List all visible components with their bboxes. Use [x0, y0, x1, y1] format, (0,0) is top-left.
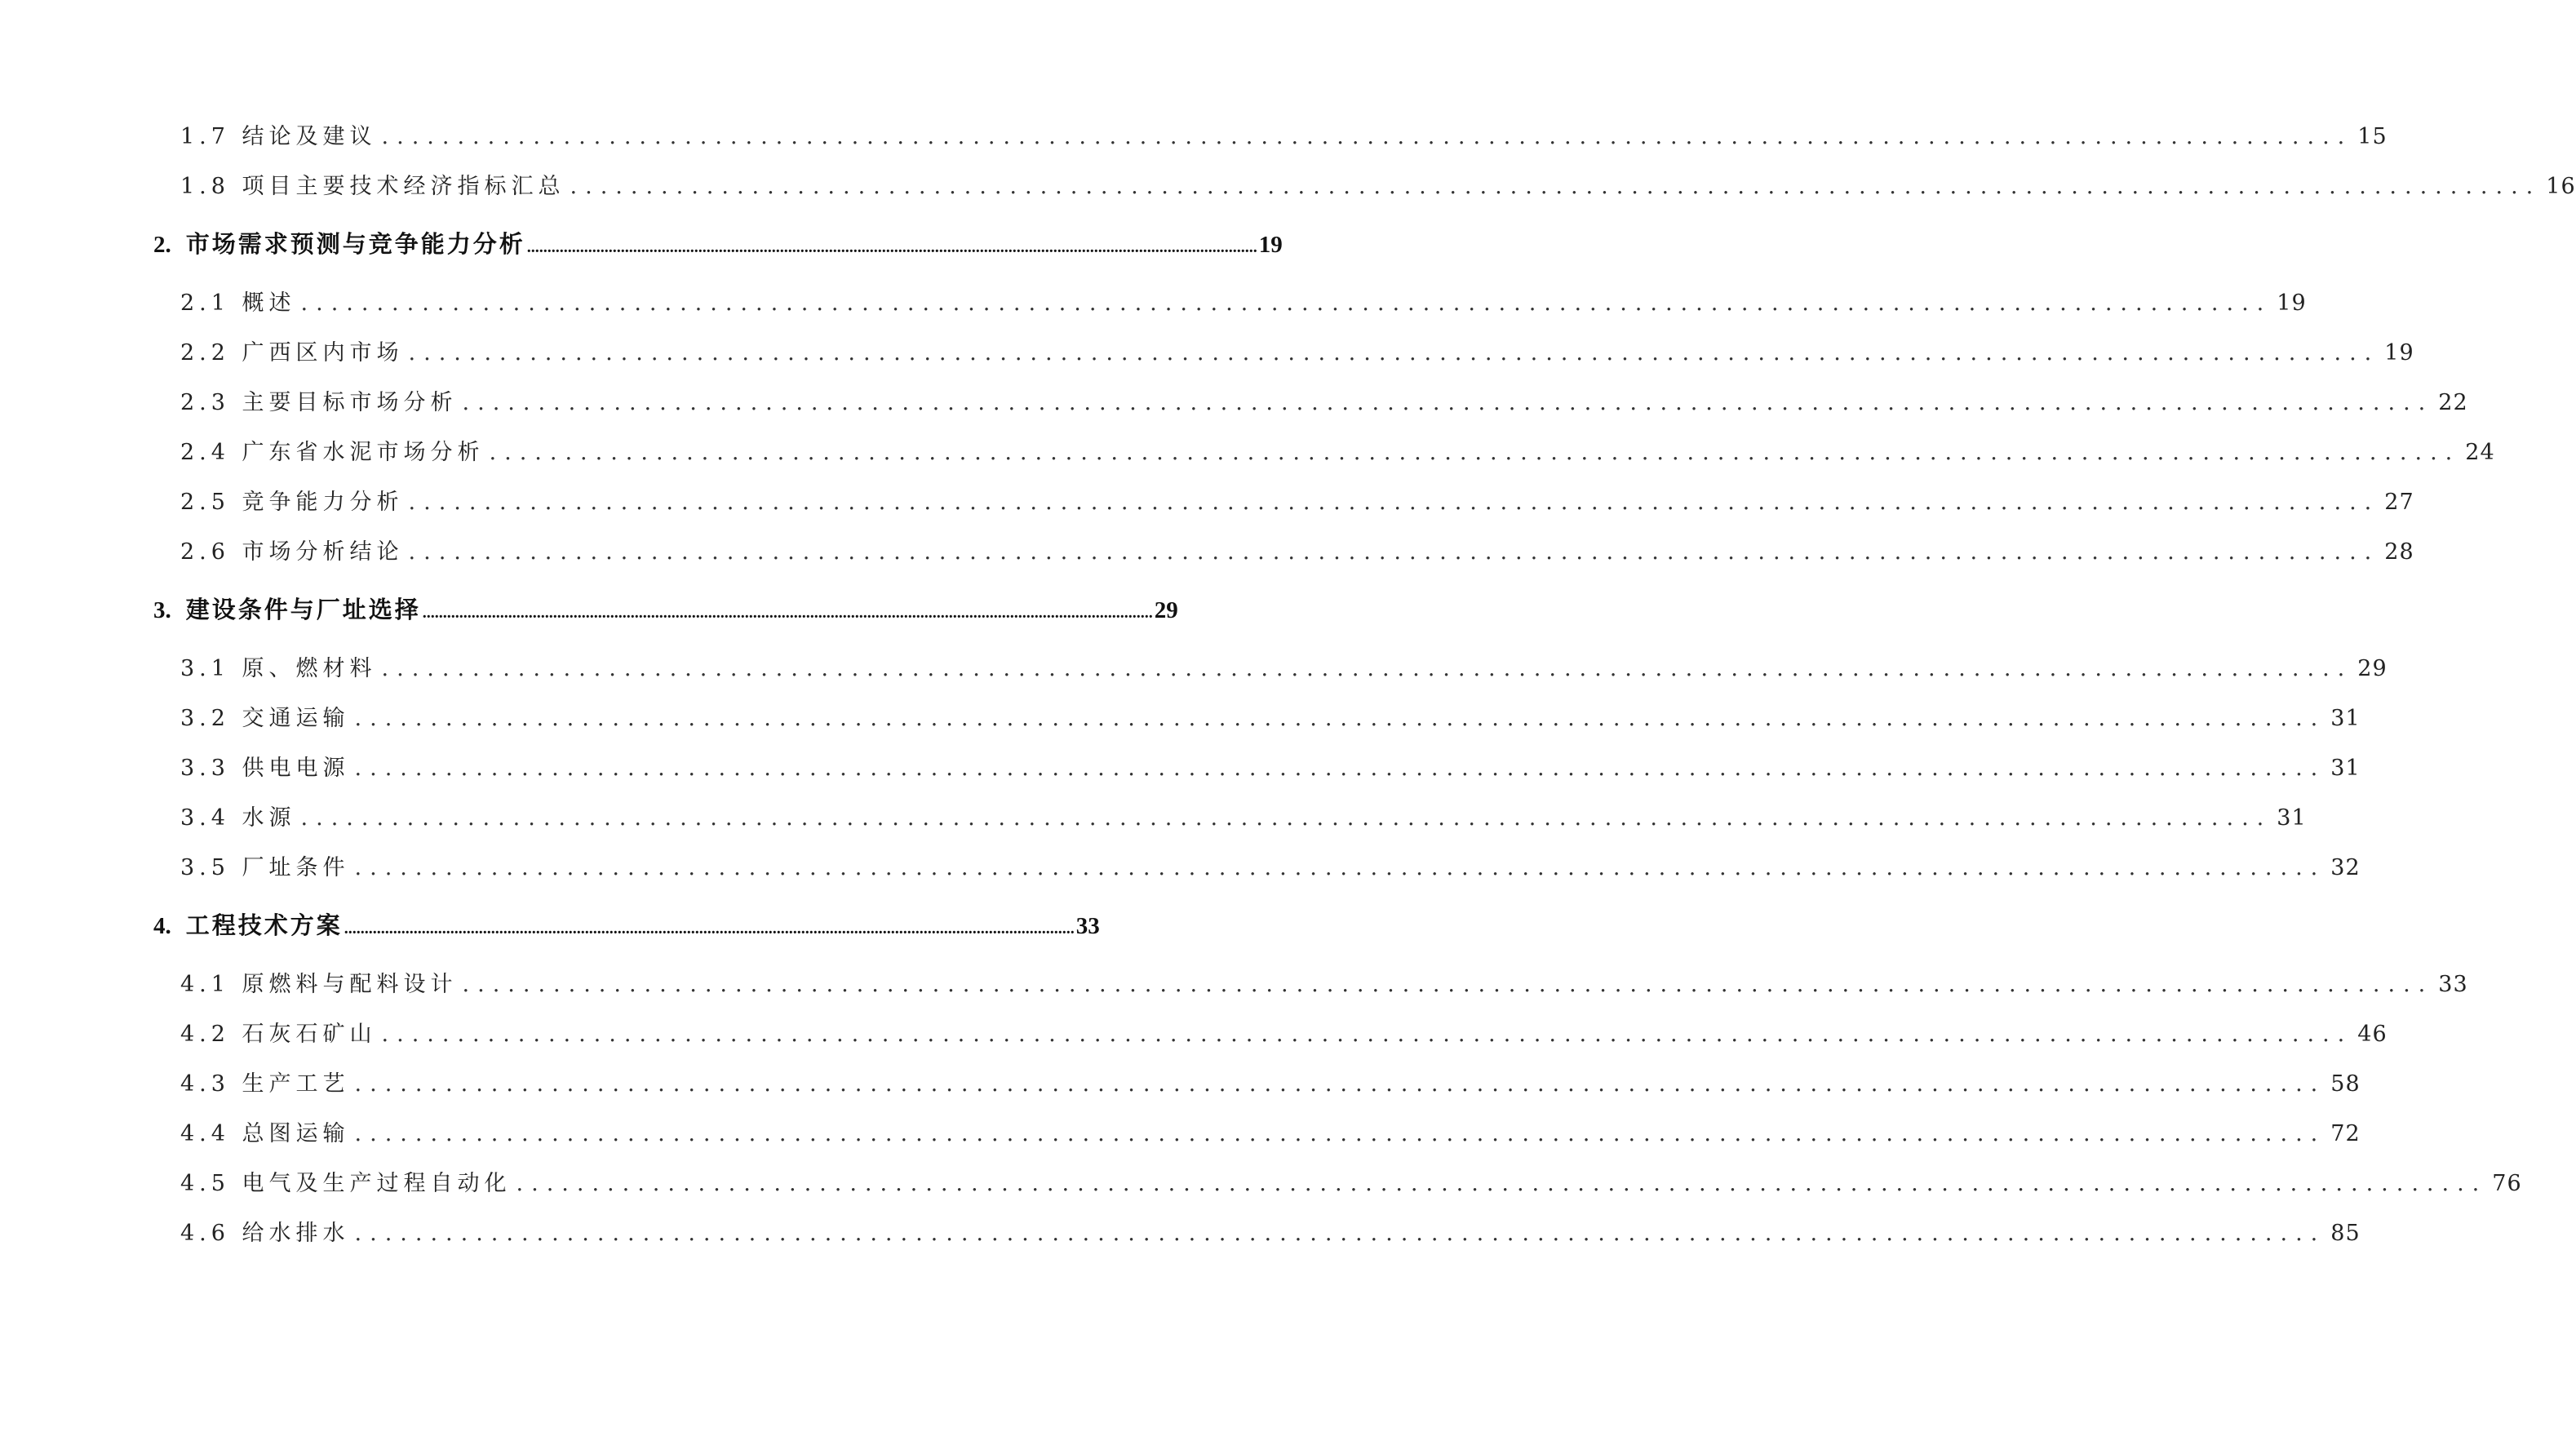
toc-chapter-2[interactable]	[153, 228, 1283, 287]
dot-leader: ..................................................................................................................................	[570, 174, 2542, 199]
dot-leader: ...................................................................................................................................................................................	[422, 604, 1153, 622]
dot-leader: ..................................................................................................................................	[489, 440, 2461, 465]
toc-page-number: 27	[2384, 490, 2414, 515]
toc-entry-label: 3.2 交通运输	[180, 706, 350, 731]
toc-page-number: 31	[2277, 805, 2307, 831]
toc-chapter-4[interactable]	[153, 910, 1100, 969]
toc-entry-3-2[interactable]	[180, 703, 2361, 752]
dot-leader: ..................................................................................................................................	[354, 706, 2326, 731]
toc-entry-2-3[interactable]	[180, 387, 2468, 437]
toc-page-number: 22	[2438, 390, 2468, 415]
toc-entry-3-1[interactable]	[180, 653, 2388, 703]
toc-entry-4-2[interactable]	[180, 1018, 2388, 1068]
toc-entry-3-3[interactable]	[180, 752, 2361, 802]
dot-leader: ..................................................................................................................................	[462, 972, 2434, 997]
toc-page-number: 33	[2438, 972, 2468, 997]
toc-chapter-label	[153, 910, 343, 942]
toc-page-number: 28	[2384, 539, 2414, 565]
toc-entry-4-1[interactable]	[180, 969, 2468, 1018]
toc-entry-label: 2.5 竞争能力分析	[180, 490, 404, 515]
toc-chapter-3[interactable]	[153, 594, 1178, 653]
dot-leader: ..................................................................................................................................	[300, 805, 2272, 831]
dot-leader: ..................................................................................................................................	[381, 124, 2353, 149]
chapter-title: 工程技术方案	[185, 913, 343, 939]
toc-page-number: 24	[2465, 440, 2495, 465]
toc-entry-1-7[interactable]	[180, 121, 2388, 171]
dot-leader: ..................................................................................................................................	[300, 290, 2272, 316]
toc-entry-label: 2.4 广东省水泥市场分析	[180, 440, 485, 465]
dot-leader: ..................................................................................................................................	[462, 390, 2434, 415]
toc-chapter-label	[153, 228, 525, 261]
toc-page-number: 19	[2277, 290, 2307, 316]
toc-page-number: 85	[2330, 1221, 2361, 1246]
toc-entry-label: 3.4 水源	[180, 805, 296, 831]
toc-entry-label: 2.2 广西区内市场	[180, 340, 404, 366]
toc-entry-label: 1.7 结论及建议	[180, 124, 377, 149]
toc-page-number: 16	[2546, 174, 2576, 199]
dot-leader: ..................................................................................................................................	[354, 756, 2326, 781]
toc-page-number: 31	[2330, 756, 2361, 781]
dot-leader: ...................................................................................................................................................................................	[526, 238, 1257, 256]
toc-entry-2-4[interactable]	[180, 437, 2495, 486]
toc-page-number: 19	[2384, 340, 2414, 366]
dot-leader: ..................................................................................................................................	[408, 490, 2380, 515]
toc-entry-2-2[interactable]	[180, 337, 2414, 387]
toc-page-number: 58	[2330, 1071, 2361, 1097]
toc-entry-label: 3.5 厂址条件	[180, 855, 350, 880]
toc-entry-label: 4.2 石灰石矿山	[180, 1022, 377, 1047]
chapter-title: 市场需求预测与竞争能力分析	[185, 232, 525, 258]
dot-leader: ..................................................................................................................................	[354, 855, 2326, 880]
toc-entry-label: 4.4 总图运输	[180, 1121, 350, 1146]
toc-page-number: 19	[1258, 232, 1283, 258]
toc-entry-label: 2.6 市场分析结论	[180, 539, 404, 565]
toc-entry-label: 4.6 给水排水	[180, 1221, 350, 1246]
chapter-number: 2.	[153, 232, 171, 258]
dot-leader: ..................................................................................................................................	[354, 1221, 2326, 1246]
toc-entry-1-8[interactable]	[180, 171, 2576, 220]
chapter-title: 建设条件与厂址选择	[185, 597, 421, 623]
toc-entry-2-6[interactable]	[180, 536, 2414, 586]
toc-entry-label: 4.3 生产工艺	[180, 1071, 350, 1097]
dot-leader: ..................................................................................................................................	[408, 340, 2380, 366]
dot-leader: ..................................................................................................................................	[354, 1071, 2326, 1097]
dot-leader: ..................................................................................................................................	[381, 656, 2353, 681]
toc-entry-label: 4.1 原燃料与配料设计	[180, 972, 458, 997]
toc-entry-3-5[interactable]	[180, 852, 2361, 902]
toc-entry-4-3[interactable]	[180, 1068, 2361, 1118]
toc-entry-label: 1.8 项目主要技术经济指标汇总	[180, 174, 565, 199]
toc-page-number: 31	[2330, 706, 2361, 731]
toc-page-number: 33	[1075, 913, 1100, 939]
toc-entry-3-4[interactable]	[180, 802, 2307, 852]
dot-leader: ...................................................................................................................................................................................	[344, 920, 1075, 938]
toc-page-number: 76	[2492, 1171, 2522, 1196]
toc-entry-label: 3.1 原、燃材料	[180, 656, 377, 681]
toc-chapter-label	[153, 594, 421, 627]
toc-page-number: 29	[1154, 597, 1178, 623]
dot-leader: ..................................................................................................................................	[408, 539, 2380, 565]
toc-page-number: 72	[2330, 1121, 2361, 1146]
toc-entry-2-1[interactable]	[180, 287, 2307, 337]
toc-page-number: 29	[2357, 656, 2388, 681]
chapter-number: 3.	[153, 597, 171, 623]
toc-page-number: 46	[2357, 1022, 2388, 1047]
toc-entry-label: 3.3 供电电源	[180, 756, 350, 781]
toc-entry-label: 2.3 主要目标市场分析	[180, 390, 458, 415]
chapter-number: 4.	[153, 913, 171, 939]
table-of-contents	[0, 121, 2576, 1267]
dot-leader: ..................................................................................................................................	[516, 1171, 2488, 1196]
dot-leader: ..................................................................................................................................	[381, 1022, 2353, 1047]
toc-page-number: 32	[2330, 855, 2361, 880]
toc-entry-4-6[interactable]	[180, 1217, 2361, 1267]
toc-entry-4-4[interactable]	[180, 1118, 2361, 1168]
toc-entry-2-5[interactable]	[180, 486, 2414, 536]
dot-leader: ..................................................................................................................................	[354, 1121, 2326, 1146]
toc-entry-4-5[interactable]	[180, 1168, 2522, 1217]
toc-entry-label: 2.1 概述	[180, 290, 296, 316]
toc-page-number: 15	[2357, 124, 2388, 149]
toc-entry-label: 4.5 电气及生产过程自动化	[180, 1171, 512, 1196]
